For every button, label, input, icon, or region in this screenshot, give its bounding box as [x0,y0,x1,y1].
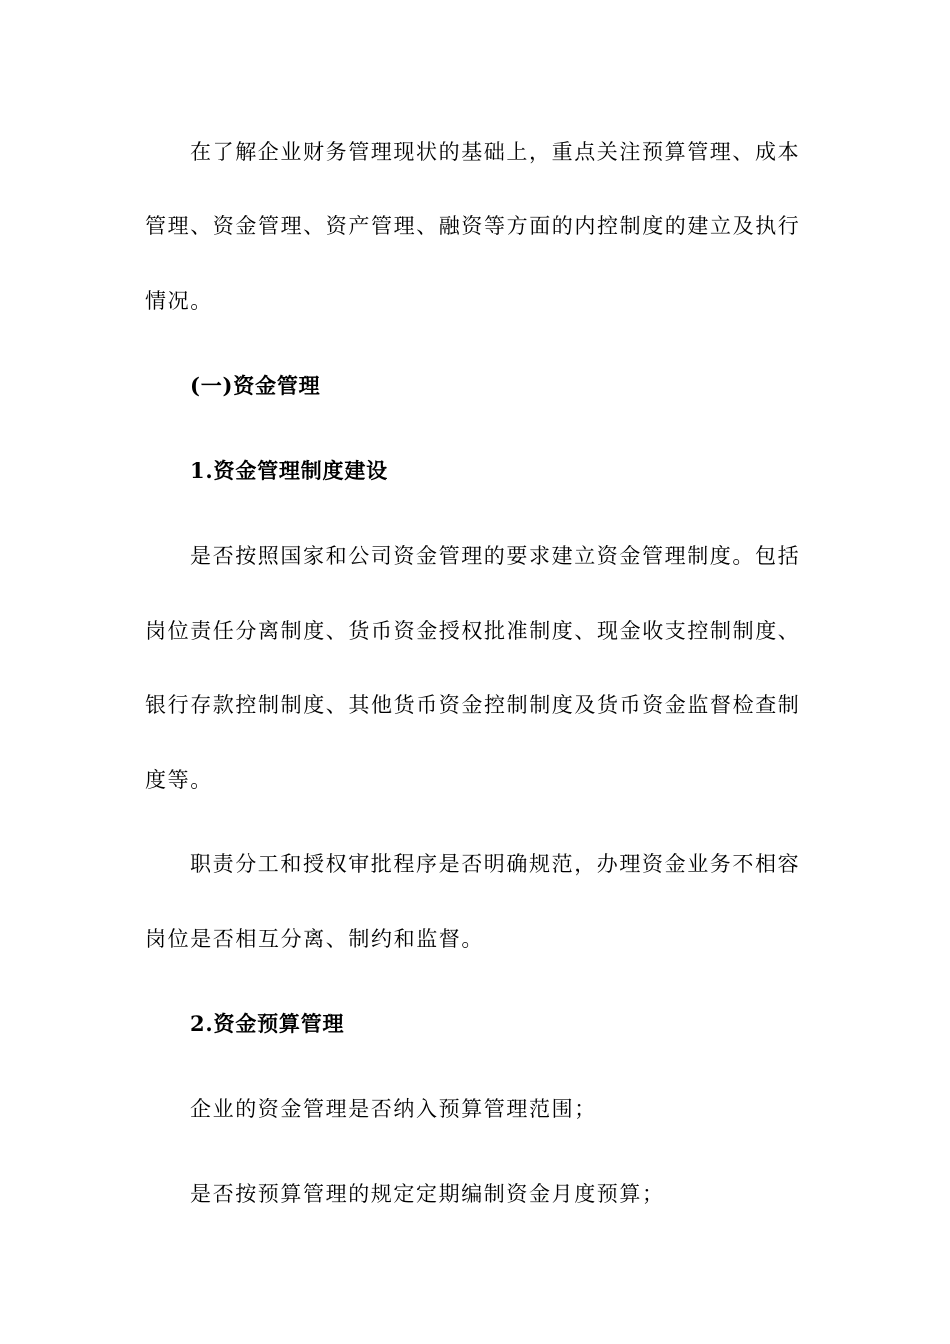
para2-line-2: 岗位是否相互分离、制约和监督。 [145,927,484,951]
para1-line-1: 是否按照国家和公司资金管理的要求建立资金管理制度。包括 [190,544,801,568]
intro-line-3: 情况。 [145,289,213,313]
intro-line-1: 在了解企业财务管理现状的基础上，重点关注预算管理、成本 [190,140,801,164]
para1-line-2: 岗位责任分离制度、货币资金授权批准制度、现金收支控制制度、 [145,619,801,643]
para4-line: 是否按预算管理的规定定期编制资金月度预算； [190,1182,665,1206]
para1-line-3: 银行存款控制制度、其他货币资金控制制度及货币资金监督检查制 [145,693,801,717]
subsection-heading-budget: 2.资金预算管理 [190,1011,345,1036]
intro-line-2: 管理、资金管理、资产管理、融资等方面的内控制度的建立及执行 [145,214,801,238]
para1-line-4: 度等。 [145,768,213,792]
para2-line-1: 职责分工和授权审批程序是否明确规范，办理资金业务不相容 [190,852,801,876]
section-heading-fund-management: (一)资金管理 [190,373,321,398]
subsection-heading-system-building: 1.资金管理制度建设 [190,458,388,483]
para3-line: 企业的资金管理是否纳入预算管理范围； [190,1097,597,1121]
